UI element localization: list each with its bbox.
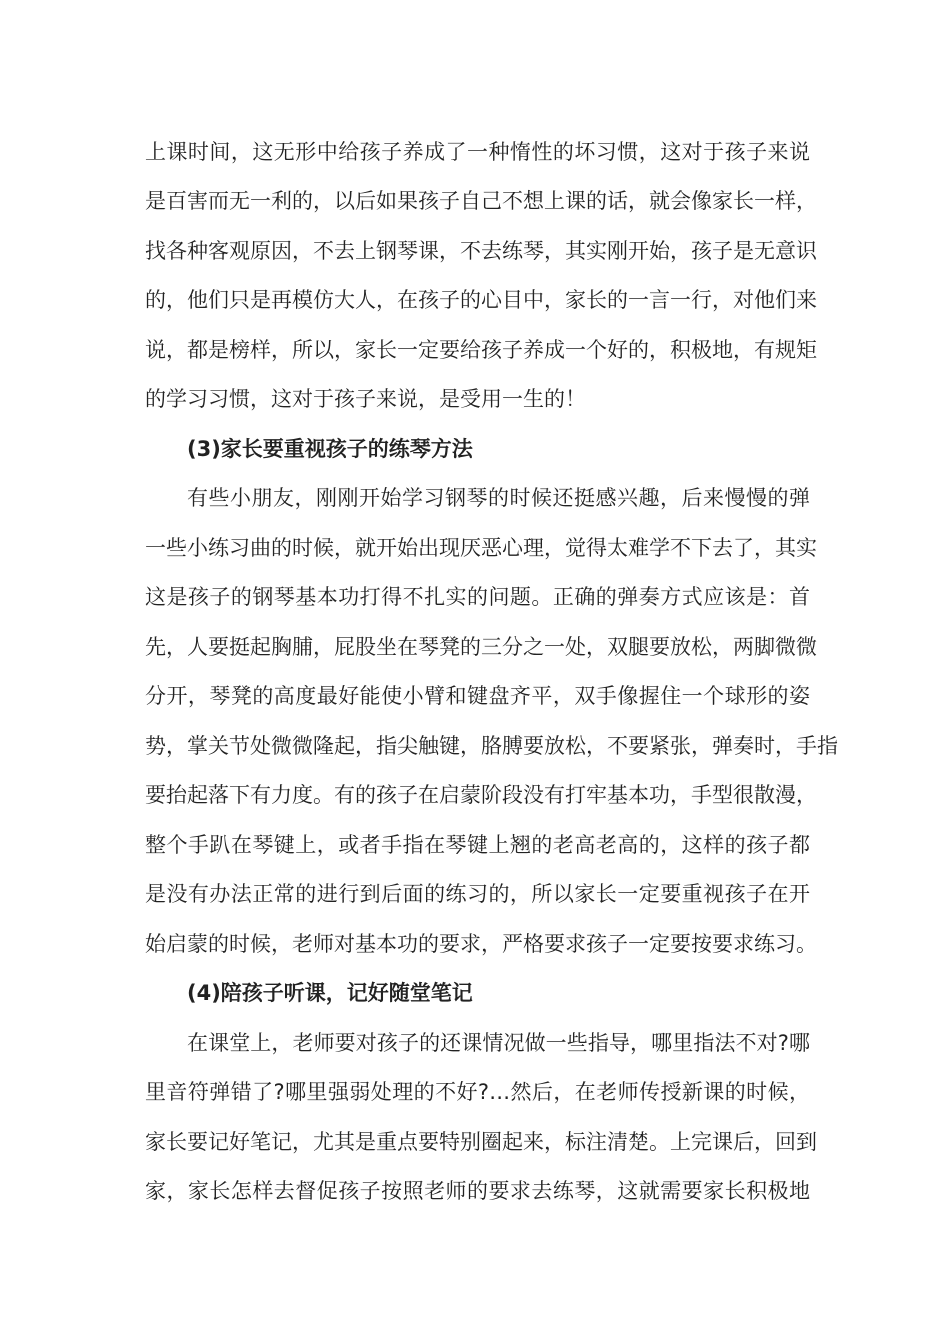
paragraph-line: 分开，琴凳的高度最好能使小臂和键盘齐平，双手像握住一个球形的姿 (145, 684, 810, 708)
paragraph-line: 说，都是榜样，所以，家长一定要给孩子养成一个好的，积极地，有规矩 (145, 338, 817, 362)
paragraph-line: 找各种客观原因，不去上钢琴课，不去练琴，其实刚开始，孩子是无意识 (145, 239, 817, 263)
paragraph-line: 是没有办法正常的进行到后面的练习的，所以家长一定要重视孩子在开 (145, 882, 810, 906)
paragraph-line: 整个手趴在琴键上，或者手指在琴键上翘的老高老高的，这样的孩子都 (145, 833, 810, 857)
section-heading-4: (4)陪孩子听课，记好随堂笔记 (187, 981, 473, 1005)
paragraph-line: 家，家长怎样去督促孩子按照老师的要求去练琴，这就需要家长积极地 (145, 1179, 810, 1203)
paragraph-line: 这是孩子的钢琴基本功打得不扎实的问题。正确的弹奏方式应该是：首 (145, 585, 810, 609)
paragraph-line: 里音符弹错了?哪里强弱处理的不好?…然后，在老师传授新课的时候， (145, 1080, 810, 1104)
paragraph-line: 一些小练习曲的时候，就开始出现厌恶心理，觉得太难学不下去了，其实 (145, 536, 817, 560)
paragraph-line: 先，人要挺起胸脯，屁股坐在琴凳的三分之一处，双腿要放松，两脚微微 (145, 635, 817, 659)
paragraph-line: 的，他们只是再模仿大人，在孩子的心目中，家长的一言一行，对他们来 (145, 288, 817, 312)
section-heading-3: (3)家长要重视孩子的练琴方法 (187, 437, 473, 461)
paragraph-line: 有些小朋友，刚刚开始学习钢琴的时候还挺感兴趣，后来慢慢的弹 (187, 486, 810, 510)
paragraph-line: 的学习习惯，这对于孩子来说，是受用一生的！ (145, 387, 586, 411)
paragraph-line: 是百害而无一利的，以后如果孩子自己不想上课的话，就会像家长一样， (145, 189, 817, 213)
paragraph-line: 势，掌关节处微微隆起，指尖触键，胳膊要放松，不要紧张，弹奏时，手指 (145, 734, 838, 758)
paragraph-line: 家长要记好笔记，尤其是重点要特别圈起来，标注清楚。上完课后，回到 (145, 1130, 817, 1154)
paragraph-line: 在课堂上，老师要对孩子的还课情况做一些指导，哪里指法不对?哪 (187, 1031, 810, 1055)
paragraph-line: 始启蒙的时候，老师对基本功的要求，严格要求孩子一定要按要求练习。 (145, 932, 817, 956)
paragraph-line: 上课时间，这无形中给孩子养成了一种惰性的坏习惯，这对于孩子来说 (145, 140, 810, 164)
paragraph-line: 要抬起落下有力度。有的孩子在启蒙阶段没有打牢基本功，手型很散漫， (145, 783, 817, 807)
